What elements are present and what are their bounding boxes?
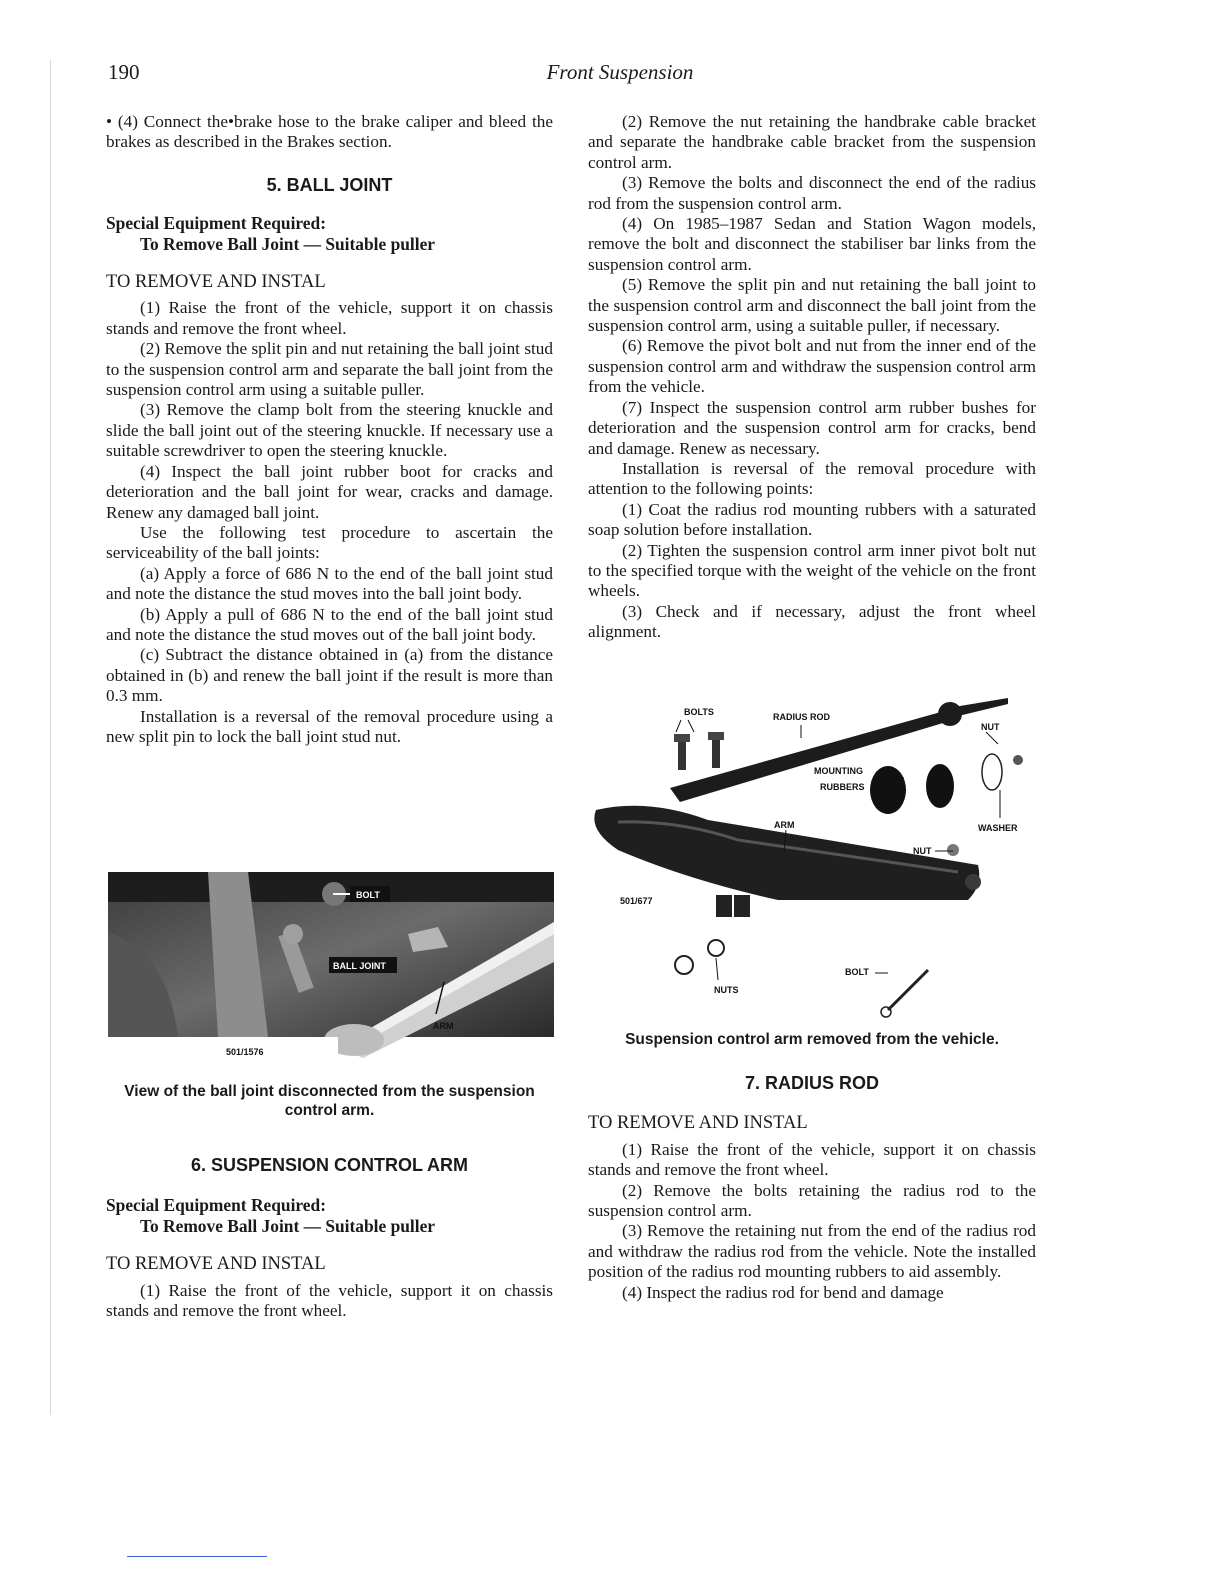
left-column-bottom — [106, 1155, 553, 1321]
ball-joint-photo — [108, 872, 554, 1058]
step-paragraph: (5) Remove the split pin and nut retaining the ball joint to the suspension control arm and disconnect the ball joint from the suspension control arm, using a suitable puller, if necessary. — [588, 275, 1036, 336]
equipment-heading: Special Equipment Required: — [106, 1195, 326, 1216]
figure-caption-ball-joint: View of the ball joint disconnected from the suspension control arm. — [124, 1083, 535, 1119]
step-paragraph: (3) Check and if necessary, adjust the front wheel alignment. — [588, 601, 1036, 642]
label-bolt: BOLT — [356, 890, 380, 900]
label-bolts: BOLTS — [684, 707, 714, 717]
step-paragraph: (c) Subtract the distance obtained in (a) from the distance obtained in (b) and renew the ball joint if the result is more than 0.3 mm. — [106, 645, 553, 706]
label-washer: WASHER — [978, 823, 1018, 833]
figure-caption-control-arm: Suspension control arm removed from the vehicle. — [625, 1031, 999, 1048]
step-paragraph: (4) On 1985–1987 Sedan and Station Wagon models, remove the bolt and disconnect the stabiliser bar links from the suspension control arm. — [588, 214, 1036, 274]
label-nut-lower: NUT — [913, 846, 932, 856]
control-arm-drawing — [588, 690, 1036, 1020]
equipment-heading: Special Equipment Required: — [106, 213, 326, 234]
step-paragraph: (b) Apply a pull of 686 N to the end of the ball joint stud and note the distance the stud moves out of the ball joint body. — [106, 604, 553, 644]
step-paragraph: (a) Apply a force of 686 N to the end of the ball joint stud and note the distance the stud moves into the ball joint body. — [106, 563, 553, 604]
label-nut: NUT — [981, 722, 1000, 732]
right-column-bottom — [588, 1073, 1036, 1303]
step-paragraph: (3) Remove the clamp bolt from the steering knuckle and slide the ball joint out of the steering knuckle. If necessary use a suitable screwdriver to open the steering knuckle. — [106, 400, 553, 461]
label-radius-rod: RADIUS ROD — [773, 712, 831, 722]
step-paragraph: (1) Raise the front of the vehicle, support it on chassis stands and remove the front wheel. — [106, 298, 553, 338]
step-paragraph: (2) Remove the nut retaining the handbrake cable bracket and separate the handbrake cable bracket from the suspension control arm. — [588, 112, 1036, 172]
step-paragraph: Installation is a reversal of the removal procedure using a new split pin to lock the ball joint stud nut. — [106, 706, 553, 746]
subheading-remove-instal: TO REMOVE AND INSTAL — [106, 1254, 326, 1275]
step-paragraph: (6) Remove the pivot bolt and nut from the inner end of the suspension control arm and withdraw the suspension control arm from the vehicle. — [588, 336, 1036, 397]
equipment-item: To Remove Ball Joint — Suitable puller — [140, 233, 436, 254]
step-paragraph: (3) Remove the retaining nut from the end of the radius rod and withdraw the radius rod from the vehicle. Note the installed position of the radius rod mounting rubbers to aid assembly. — [588, 1221, 1036, 1282]
subheading-remove-instal: TO REMOVE AND INSTAL — [588, 1113, 808, 1134]
page-number: 190 — [108, 60, 140, 84]
label-bolt: BOLT — [845, 967, 869, 977]
figure-ref: 501/677 — [620, 896, 653, 906]
step-paragraph: (2) Remove the split pin and nut retaining the ball joint stud to the suspension control arm and separate the ball joint from the suspension control arm using a suitable puller. — [106, 339, 553, 400]
step-paragraph: (3) Remove the bolts and disconnect the end of the radius rod from the suspension control arm. — [588, 173, 1036, 213]
step-paragraph: (1) Raise the front of the vehicle, support it on chassis stands and remove the front wheel. — [588, 1139, 1036, 1180]
step-paragraph: (4) Inspect the ball joint rubber boot for cracks and deterioration and the ball joint for wear, cracks and damage. Renew any damaged ball joint. — [106, 461, 553, 522]
step-paragraph: Use the following test procedure to ascertain the serviceability of the ball joints: — [106, 522, 553, 563]
bottom-link-rule — [127, 1556, 267, 1557]
section-heading-control-arm: 6. SUSPENSION CONTROL ARM — [190, 1155, 469, 1175]
left-column-top — [106, 112, 553, 747]
subheading-remove-instal: TO REMOVE AND INSTAL — [106, 272, 326, 293]
label-nuts: NUTS — [714, 985, 739, 995]
label-arm: ARM — [433, 1021, 454, 1031]
label-arm: ARM — [774, 820, 795, 830]
step-paragraph: (7) Inspect the suspension control arm rubber bushes for deterioration and the suspension control arm for cracks, bend and damage. Renew as necessary. — [588, 397, 1036, 458]
step-paragraph: (2) Remove the bolts retaining the radius rod to the suspension control arm. — [588, 1180, 1036, 1221]
label-mounting: MOUNTING — [814, 766, 863, 776]
figure-ref: 501/1576 — [226, 1047, 264, 1057]
section-heading-radius-rod: 7. RADIUS ROD — [744, 1073, 879, 1093]
page-margin-rule — [50, 60, 51, 1415]
intro-paragraph: • (4) Connect the•brake hose to the brake caliper and bleed the brakes as described in the Brakes section. — [106, 112, 553, 152]
step-paragraph: (1) Raise the front of the vehicle, support it on chassis stands and remove the front wheel. — [106, 1280, 553, 1321]
right-column-top — [588, 112, 1036, 643]
step-paragraph: (1) Coat the radius rod mounting rubbers with a saturated soap solution before installation. — [588, 499, 1036, 540]
step-paragraph: (4) Inspect the radius rod for bend and damage — [622, 1282, 944, 1302]
step-paragraph: (2) Tighten the suspension control arm inner pivot bolt nut to the specified torque with the weight of the vehicle on the front wheels. — [588, 540, 1036, 601]
label-ball-joint: BALL JOINT — [333, 961, 386, 971]
running-title: Front Suspension — [546, 60, 694, 84]
section-heading-ball-joint: 5. BALL JOINT — [266, 174, 393, 195]
step-paragraph: Installation is reversal of the removal procedure with attention to the following points: — [588, 458, 1036, 499]
label-rubbers: RUBBERS — [820, 782, 865, 792]
equipment-item: To Remove Ball Joint — Suitable puller — [140, 1215, 436, 1236]
